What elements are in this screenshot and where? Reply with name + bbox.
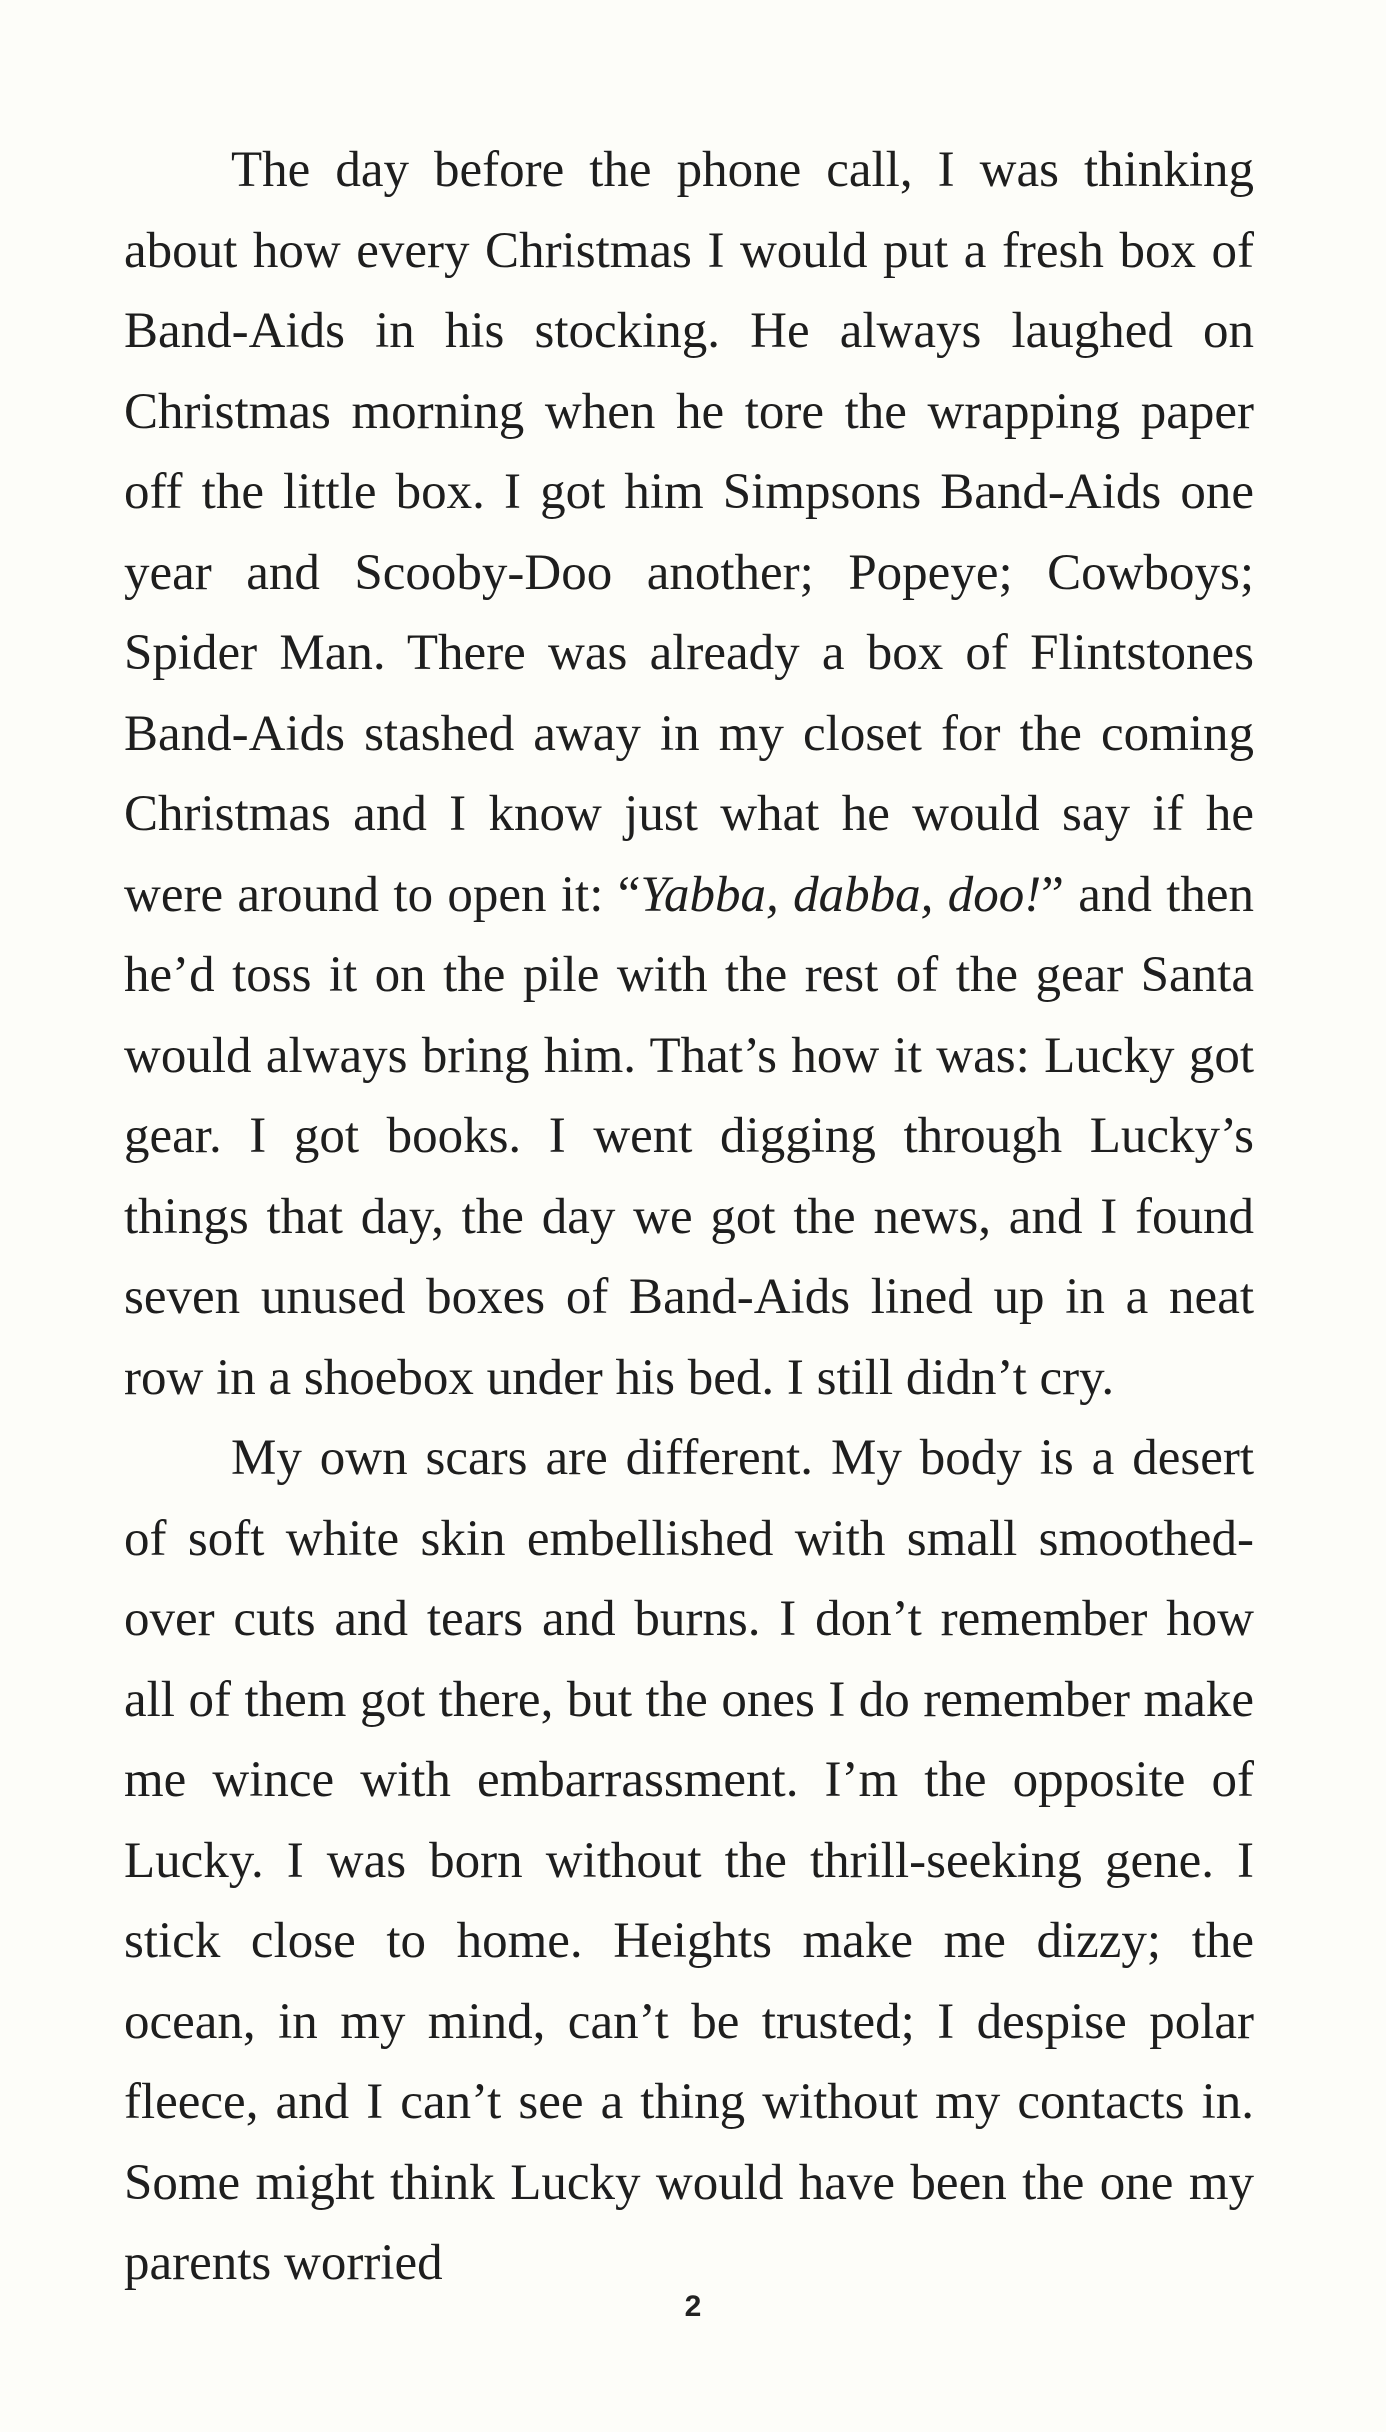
page-number: 2 xyxy=(684,2290,702,2323)
paragraph-2: My own scars are different. My body is a desert of soft white skin embellished with small smoothed-over cuts and tears and burns. I don’t remember how all of them got there, but the ones I do remember make me wince with embarrassment. I’m the opposite of Lucky. I was born without the thrill-seeking gene. I stick close to home. Heights make me dizzy; the ocean, in my mind, can’t be trusted; I despise polar fleece, and I can’t see a thing without my contacts in. Some might think Lucky would have been the one my parents worried xyxy=(124,1430,1254,2291)
italic-quote: Yabba, dabba, doo! xyxy=(640,866,1042,923)
paragraph-1-text-after-italic: ” and then he’d toss it on the pile with the rest of the gear Santa would always bring him. That’s how it was: Lucky got gear. I got books. I went digging through Lucky’s things that day, the day we got the news, and I found seven unused boxes of Band-Aids lined up in a neat row in a shoebox under his bed. I still didn’t cry. xyxy=(124,866,1254,1406)
paragraph-1 xyxy=(124,130,1254,1418)
paragraph-1-text-before-italic: The day before the phone call, I was thinking about how every Christmas I would put a fresh box of Band-Aids in his stocking. He always laughed on Christmas morning when he tore the wrapping paper off the little box. I got him Simpsons Band-Aids one year and Scooby-Doo another; Popeye; Cowboys; Spider Man. There was already a box of Flintstones Band-Aids stashed away in my closet for the coming Christmas and I know just what he would say if he were around to open it: “ xyxy=(124,142,1254,923)
body-text xyxy=(124,130,1254,2304)
